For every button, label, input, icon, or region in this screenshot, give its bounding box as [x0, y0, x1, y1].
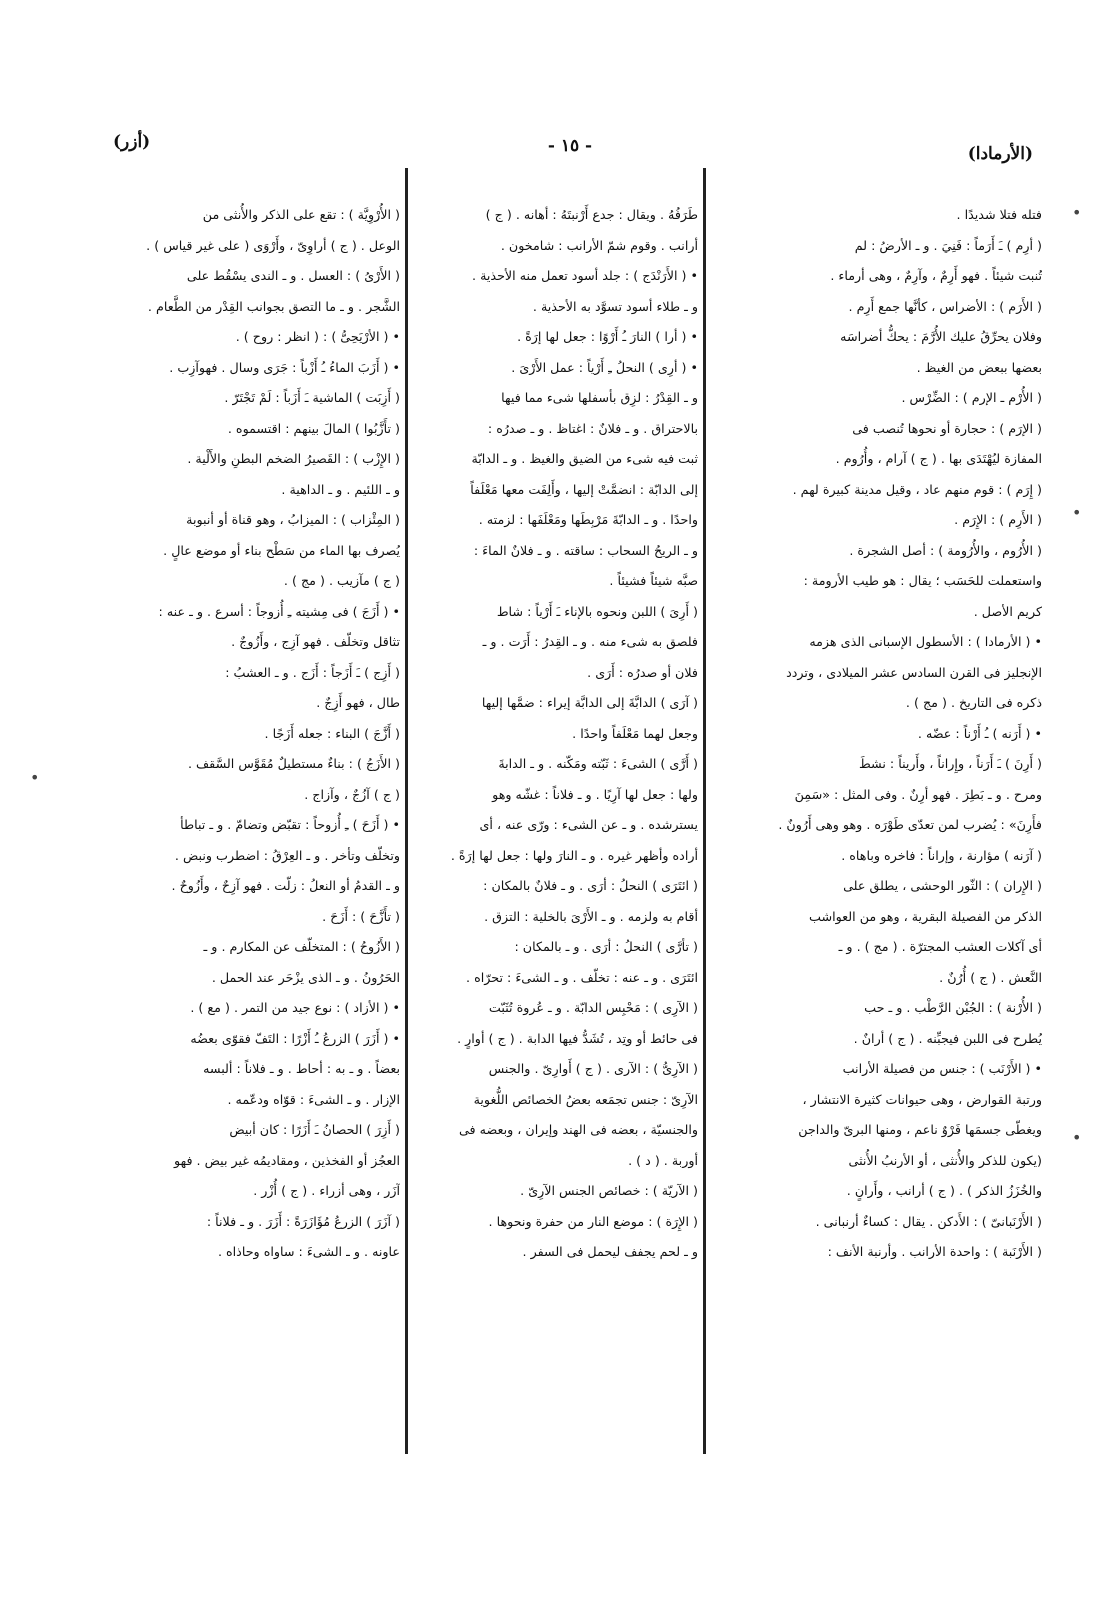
dictionary-line: ( آرَى ) الدابَّةَ إلى الدابَّة إيراء : ضمَّها إليها: [481, 695, 698, 710]
dictionary-line: الذكر من الفصيلة البقرية ، وهو من العواشب: [809, 908, 1042, 924]
dictionary-line: ( آزَرَ ) الزرعُ مُؤَازَرَةً : أَزَرَ . و ـ فلاناً :: [206, 1213, 400, 1229]
dictionary-line: فلان أو صدرُه : أَرَى .: [587, 664, 698, 680]
dictionary-line: يسترشده . و ـ عن الشىء : ورّى عنه ، أى: [479, 817, 698, 832]
dictionary-line: وجعل لهما مَعْلَفاً واحدًا .: [572, 725, 698, 741]
dictionary-line: ( ج ) مآزيب . ( مج ) .: [283, 573, 400, 588]
dictionary-line: ائتَرَى . و ـ عنه : تخلّف . و ـ الشىءَ : تحرّاه .: [466, 969, 698, 985]
dictionary-line: • ( الأرمادا ) : الأسطول الإسبانى الذى هزمه: [809, 634, 1042, 649]
dictionary-line: يُطرح فى اللبن فيجبِّنه . ( ج ) أرانٌ .: [853, 1030, 1042, 1046]
margin-dot: •: [30, 768, 40, 787]
dictionary-line: ( الأُرْوِيَّة ) : تقع على الذكر والأُنثى من: [202, 207, 400, 222]
dictionary-line: بعضاً . و ـ به : أحاط . و ـ فلاناً : ألبسه: [203, 1061, 400, 1076]
page-number: - ١٥ -: [547, 136, 593, 156]
dictionary-line: ومرح . و ـ بَطِرَ . فهو أرِنٌ . وفى المثل : «سَمِنَ: [794, 786, 1042, 802]
dictionary-line: (يكون للذكر والأُنثى ، أو الأرنبُ الأُنثى: [848, 1152, 1042, 1168]
dictionary-line: و ـ اللئيم . و ـ الداهية .: [281, 481, 400, 497]
dictionary-line: فتله فتلا شديدًا .: [956, 207, 1042, 222]
dictionary-line: ( الأُرْم ـ الإرم ) : الضِّرْس .: [901, 390, 1042, 405]
dictionary-line: أى آكلات العشب المجترّة . ( مج ) . و ـ: [838, 939, 1042, 954]
dictionary-line: ( إِرَم ) : قوم منهم عاد ، وقيل مدينة كبيرة لهم .: [792, 481, 1042, 497]
dictionary-line: • ( الأَرَنْدَج ) : جلد أسود تعمل منه الأحذية .: [472, 268, 698, 283]
dictionary-line: الإنجليز فى القرن السادس عشر الميلادى ، وتردد: [786, 664, 1042, 680]
dictionary-line: ( آرَنه ) مؤارنة ، وإراناً : فاخره وباهاه .: [841, 847, 1042, 863]
dictionary-line: ( تأَزَّبُوا ) المالَ بينهم : اقتسموه .: [227, 420, 400, 436]
dictionary-line: أراده وأظهر غيره . و ـ النارَ ولها : جعل لها إرَةً .: [450, 847, 698, 863]
dictionary-line: وتخلّف وتأخر . و ـ العِرْقُ : اضطرب ونبض .: [174, 847, 400, 863]
dictionary-line: آزَر ، وهى أزراء . ( ج ) أُزْر .: [253, 1183, 400, 1198]
dictionary-line: ثبت فيه شىء من الضيق والغيظ . و ـ الدابّة: [471, 451, 698, 466]
dictionary-line: • ( الأرْيَحِىُّ ) : ( انظر : روح ) .: [235, 329, 400, 344]
header-entry-right: (الأرمادا): [967, 144, 1033, 164]
dictionary-line: أقام به ولزمه . و ـ الأَرْىَ بالخلية : التزق .: [484, 908, 698, 924]
dictionary-line: ( أَرِنَ ) ـَ أَرَناً ، وإِراناً ، وأَريناً : نشطَ: [858, 756, 1042, 771]
dictionary-line: العجُز أو الفخذين ، ومقاديمُه غير بيض . فهو: [174, 1152, 400, 1168]
dictionary-line: ورتبة القوارض ، وهى حيوانات كثيرة الانتشار ،: [802, 1091, 1042, 1107]
dictionary-line: بعضها ببعض من الغيظ .: [916, 359, 1042, 375]
dictionary-line: • ( أَزَرَ ) الزرعُ ـُ أَزْرًا : التَفّ فقوّى بعضُه: [190, 1030, 400, 1046]
dictionary-line: ( الإِزْب ) : القَصيرُ الضخم البطنِ والأَلْية .: [187, 451, 400, 466]
dictionary-line: ( الأَرِم ) : الإِرَم .: [954, 512, 1042, 527]
dictionary-line: المفازة ليُهْتَدَى بها . ( ج ) آرام ، وأُرُوم .: [835, 451, 1042, 466]
dictionary-line: • ( أرا ) النارَ ـُ أَرْوًا : جعل لها إرَةً .: [517, 329, 698, 344]
dictionary-line: الوعل . ( ج ) أراوِىّ ، وأَرْوَى ( على غير قياس ) .: [146, 237, 400, 253]
column-divider: [703, 168, 706, 1454]
margin-dot: •: [1072, 503, 1082, 522]
dictionary-line: ( المِئْزاب ) : الميزابُ ، وهو قناة أو أنبوبة: [186, 512, 400, 527]
dictionary-line: • ( أَزَحَ ) ـِ أُزوحاً : تقبّض وتضامّ . و ـ تباطأ: [180, 817, 400, 832]
dictionary-line: ( الأُرُوم ، والأُرُومة ) : أصل الشجرة .: [849, 542, 1042, 558]
dictionary-line: بالاحتراق . و ـ فلانٌ : اغتاظ . و ـ صدرُه :: [487, 420, 698, 436]
dictionary-line: طال ، فهو أَزِجٌ .: [316, 695, 400, 710]
dictionary-line: تُنبت شيئاً . فهو أَرِمٌ ، وآرِمٌ ، وهى أرماء .: [830, 268, 1042, 283]
dictionary-line: الحَرُونُ . و ـ الذى يزْحَر عند الحمل .: [211, 969, 400, 985]
dictionary-line: ( أَزِرَ ) الحصانُ ـَ أَزَرًا : كان أبيض: [229, 1122, 400, 1137]
dictionary-line: ذكره فى التاريخ . ( مج ) .: [905, 695, 1042, 710]
column-right: [712, 200, 1042, 1268]
column-left: [96, 200, 400, 1268]
dictionary-line: والخُزَزُ الذكر ) . ( ج ) أرانب ، وأَرانٍ .: [846, 1183, 1042, 1198]
header-entry-left: (أزر): [113, 132, 151, 152]
dictionary-line: ( الأُرْنة ) : الجُبْن الرَّطْب . و ـ حب: [864, 1000, 1042, 1015]
dictionary-line: ( أَزِبَت ) الماشية ـَ أَزَباً : لَمْ تَجْتَرّ .: [224, 390, 400, 405]
dictionary-line: واستعملت للحَسَب ؛ يقال : هو طيب الأرومة :: [803, 573, 1042, 588]
column-divider: [405, 168, 408, 1454]
dictionary-line: و ـ القِدْرُ : لزِق بأسفلها شىء مما فيها: [501, 390, 698, 405]
dictionary-line: و ـ طلاء أسود تسوَّد به الأحذية .: [532, 298, 698, 314]
dictionary-line: ( الأَرْنَبانىّ ) : الأَدكن . يقال : كساءٌ أرنبانى .: [815, 1213, 1042, 1229]
dictionary-line: ( الأَرَم ) : الأضراس ، كأنَّها جمع أَرِم .: [848, 298, 1042, 314]
dictionary-line: والجنسيّة ، بعضه فى الهند وإيران ، وبعضه فى: [458, 1122, 698, 1137]
dictionary-line: الآرِىّ : جنس تجمَعه بعضُ الخصائص اللُّغوية: [473, 1091, 698, 1107]
dictionary-line: ( الأَزُوحُ ) : المتخلّف عن المكارم . و ـ: [203, 939, 400, 954]
dictionary-line: الإزار . و ـ الشىءَ : قوّاه ودعّمه .: [227, 1091, 400, 1107]
dictionary-line: يُصرف بها الماء من سَطْح بناء أو موضع عالٍ .: [163, 542, 400, 558]
dictionary-line: النَّعش . ( ج ) أُرُنٌ .: [939, 969, 1042, 985]
dictionary-line: و ـ الريحُ السحاب : ساقته . و ـ فلانٌ الماءَ :: [473, 542, 698, 558]
dictionary-line: ولها : جعل لها آرِيًا . و ـ فلاناً : غشّه وهو: [492, 786, 698, 802]
dictionary-line: ( أَرِىَ ) اللبن ونحوه بالإناء ـَ أَرْياً : شاط: [496, 603, 698, 619]
dictionary-line: طَرَفُهُ . ويقال : جدع أَرْنبتَهُ : أهانه . ( ج ): [485, 207, 698, 222]
dictionary-line: ( أَرَّى ) الشىءَ : ثَبّته ومَكّنه . و ـ الدابةَ: [498, 756, 698, 771]
dictionary-line: ( أَزَّجَ ) البناء : جعله أَزَجًا .: [264, 725, 400, 741]
dictionary-line: و ـ لحم يجفف ليحمل فى السفر .: [522, 1244, 698, 1259]
dictionary-line: ( تأرَّى ) النحلُ : أرَى . و ـ بالمكان :: [514, 939, 698, 954]
column-middle: [414, 200, 698, 1268]
dictionary-line: كريم الأصل .: [973, 603, 1042, 619]
dictionary-line: إلى الدابّة : انضمَّتْ إليها ، وأَلِفَت معها مَعْلَفاً: [470, 481, 698, 497]
dictionary-line: • ( أرِى ) النحلُ ـِ أَرْياً : عمل الأَرْىَ .: [511, 359, 698, 375]
dictionary-line: عاونه . و ـ الشىءَ : ساواه وحاذاه .: [217, 1244, 400, 1259]
dictionary-line: • ( الأزاد ) : نوع جيد من التمر . ( مع ) .: [190, 1000, 400, 1015]
dictionary-line: • ( أَزَجَ ) فى مِشيته ـِ أُزوجاً : أسرع . و ـ عنه :: [158, 603, 400, 619]
dictionary-line: • ( الأَرْنَب ) : جنس من فصيلة الأرانب: [842, 1061, 1042, 1076]
dictionary-line: ( الأَزَجُ ) : بناءٌ مستطيلٌ مُقَوَّس السَّقف .: [187, 756, 400, 771]
dictionary-line: واحدًا . و ـ الدابّةَ مَرْبِطَها ومَعْلَفَها : لزمته .: [478, 512, 698, 527]
margin-dot: •: [1072, 203, 1082, 222]
dictionary-line: فلصق به شىء منه . و ـ القِدرُ : أَرَت . و ـ: [482, 634, 698, 649]
dictionary-line: • ( أَرَنه ) ـُ أَرْناً : عضّه .: [917, 725, 1042, 741]
dictionary-line: و ـ القدمُ أو النعلُ : زلّت . فهو آزِحٌ ، وأَزُوحٌ .: [171, 878, 400, 893]
dictionary-line: ( الأَرْىُ ) : العسل . و ـ الندى يسْقُط على: [186, 268, 400, 283]
dictionary-line: الشَّجر . و ـ ما التصق بجوانب القِدْر من الطَّعام .: [147, 298, 400, 314]
dictionary-line: ( الآرِى ) : مَحْبِس الدابّة . و ـ عُروة تُثَبّت: [488, 1000, 698, 1015]
dictionary-line: أوربة . ( د ) .: [628, 1152, 698, 1168]
dictionary-line: فأَرِنَ» : يُضرب لمن تعدّى طَوْرَه . وهو وهى أَرُونٌ .: [778, 817, 1042, 832]
dictionary-line: صبَّه شيئاً فشيئاً .: [609, 573, 698, 588]
dictionary-line: ( الإِران ) : الثّور الوحشى ، يطلق على: [843, 878, 1042, 893]
dictionary-line: تثاقل وتخلّف . فهو آزِج ، وأَزُوجٌ .: [231, 634, 400, 649]
dictionary-line: ( تأَزَّحَ ) : أَزَحَ .: [322, 908, 400, 924]
dictionary-line: وفلان يحرِّقُ عليك الأُرَّمَ : يحكُّ أضراسَه: [840, 329, 1042, 344]
dictionary-line: ( الإِرَة ) : موضع النار من حفرة ونحوها .: [488, 1213, 698, 1229]
page-header: [95, 126, 1045, 166]
dictionary-line: ( ج ) آزُجٌ ، وآزاج .: [304, 786, 400, 802]
dictionary-line: ( الأَرْنَبة ) : واحدة الأرانب . وأرنبة الأنف :: [827, 1244, 1042, 1259]
dictionary-line: ( الآريّة ) : خصائص الجنس الآرِىّ .: [520, 1183, 698, 1198]
dictionary-line: ويغطّى جسمَها فَرْوٌ ناعم ، ومنها البرىّ والداجن: [798, 1122, 1042, 1137]
dictionary-line: ( أَزِج ) ـَ أَزَجاً : أَزَج . و ـ العشبُ :: [225, 664, 400, 680]
margin-dot: •: [1072, 1128, 1082, 1147]
dictionary-line: ( أرِم ) ـَ أَرَماً : فَنِيَ . و ـ الأرضُ : لم: [854, 237, 1042, 253]
dictionary-line: ( الآرِىُّ ) : الآرى . ( ج ) أَوارِىّ . والجنس: [488, 1061, 698, 1076]
dictionary-line: • ( أَزَبَ الماءُ ـُ أَزْباً : جَرَى وسال . فهوآزِب .: [169, 359, 400, 375]
dictionary-line: فى حائط أو وتِد ، تُشَدُّ فيها الدابة . ( ج ) أوارٍ .: [457, 1030, 698, 1046]
dictionary-line: ( الإرَم ) : حجارة أو نحوها تُنصب فى: [852, 420, 1042, 436]
dictionary-line: أرانب . وقوم شمّ الأرانب : شامخون .: [500, 237, 698, 253]
dictionary-line: ( ائتَرَى ) النحلُ : أرَى . و ـ فلانٌ بالمكان :: [483, 878, 698, 893]
